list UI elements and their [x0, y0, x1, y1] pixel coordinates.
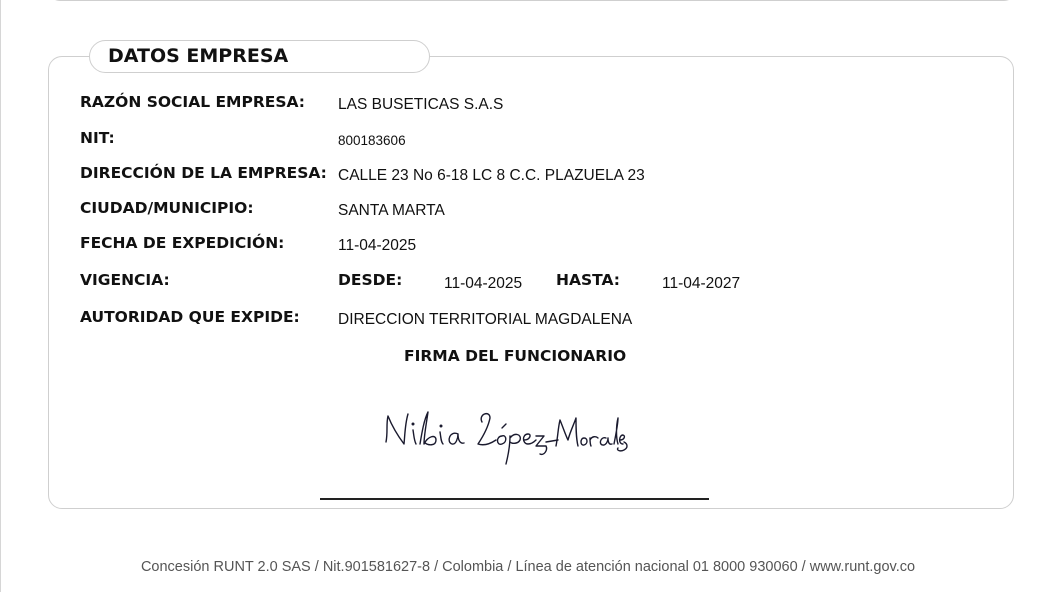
field-value: 800183606	[338, 133, 406, 148]
page-border	[0, 0, 1, 592]
footer-text: Concesión RUNT 2.0 SAS / Nit.901581627-8 / Colombia / Línea de atención nacional 01 8000 930060 / www.runt.gov.co	[140, 559, 916, 575]
field-value: SANTA MARTA	[338, 202, 445, 219]
field-value: CALLE 23 No 6-18 LC 8 C.C. PLAZUELA 23	[338, 167, 645, 184]
hasta-value: 11-04-2027	[662, 275, 741, 292]
field-label: VIGENCIA:	[80, 271, 170, 289]
field-vigencia	[80, 271, 780, 295]
hasta-label: HASTA:	[556, 271, 620, 289]
field-label: NIT:	[80, 129, 115, 147]
signature-line	[320, 498, 709, 500]
desde-label: DESDE:	[338, 271, 403, 289]
desde-value: 11-04-2025	[444, 275, 523, 292]
field-value: DIRECCION TERRITORIAL MAGDALENA	[338, 311, 633, 328]
field-label: RAZÓN SOCIAL EMPRESA:	[80, 93, 306, 111]
field-label: FECHA DE EXPEDICIÓN:	[80, 234, 285, 252]
handwritten-signature	[378, 402, 628, 472]
field-value: LAS BUSETICAS S.A.S	[338, 96, 504, 113]
previous-section-box	[48, 0, 1016, 1]
field-value: 11-04-2025	[338, 237, 417, 254]
firma-title: FIRMA DEL FUNCIONARIO	[404, 347, 627, 365]
field-label: AUTORIDAD QUE EXPIDE:	[80, 308, 300, 326]
section-title: DATOS EMPRESA	[108, 45, 289, 67]
field-label: DIRECCIÓN DE LA EMPRESA:	[80, 164, 327, 182]
field-label: CIUDAD/MUNICIPIO:	[80, 199, 254, 217]
